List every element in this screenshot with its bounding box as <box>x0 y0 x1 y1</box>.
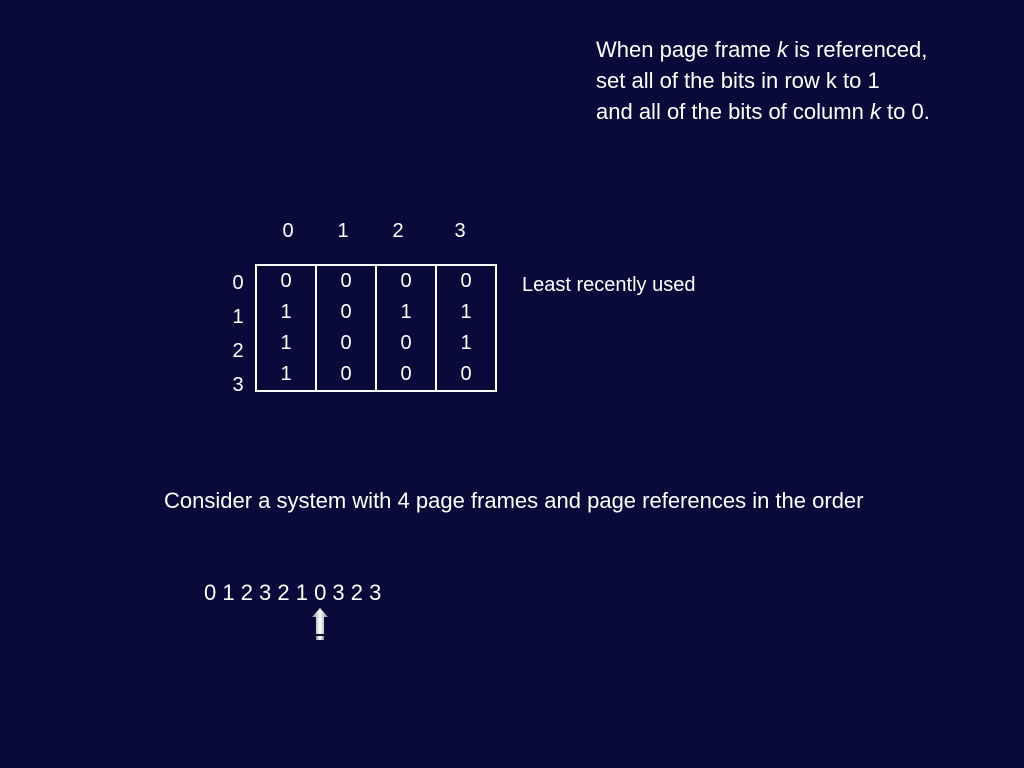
reference-string: 0 1 2 3 2 1 0 3 2 3 <box>204 580 382 605</box>
matrix-cell: 0 <box>436 265 496 297</box>
rule-line-1-post: is referenced, <box>787 37 928 62</box>
up-arrow-icon <box>311 607 329 641</box>
rule-line-3-pre: and all of the bits of column <box>596 99 870 124</box>
matrix-cell: 0 <box>376 359 436 391</box>
matrix-cell: 1 <box>436 297 496 328</box>
matrix-cell: 1 <box>256 297 316 328</box>
matrix-row <box>256 297 496 328</box>
matrix-row-headers <box>226 266 250 402</box>
matrix-cell: 0 <box>256 265 316 297</box>
column-header: 3 <box>454 220 466 242</box>
row-header: 2 <box>232 340 244 362</box>
row-header: 1 <box>232 306 244 328</box>
rule-line-1 <box>596 34 930 65</box>
matrix-cell: 1 <box>256 359 316 391</box>
matrix-column-headers <box>0 218 600 246</box>
row-header: 0 <box>232 272 244 294</box>
matrix-cell: 1 <box>436 328 496 359</box>
matrix-row <box>256 359 496 391</box>
matrix-cell: 0 <box>376 265 436 297</box>
matrix-cell: 0 <box>316 328 376 359</box>
lru-matrix <box>255 264 497 392</box>
matrix-cell: 0 <box>316 297 376 328</box>
rule-line-2: set all of the bits in row k to 1 <box>596 68 880 93</box>
matrix-cell: 1 <box>256 328 316 359</box>
rule-line-3-post: to 0. <box>880 99 930 124</box>
rule-line-1-k: k <box>776 37 788 62</box>
matrix-cell: 0 <box>376 328 436 359</box>
rule-line-1-pre: When page frame <box>596 37 777 62</box>
matrix-cell: 0 <box>316 265 376 297</box>
matrix-cell: 0 <box>316 359 376 391</box>
rule-text <box>596 34 930 127</box>
rule-line-3 <box>596 96 930 127</box>
rule-line-3-k: k <box>869 99 881 124</box>
column-header: 1 <box>337 220 349 242</box>
matrix-cell: 0 <box>436 359 496 391</box>
matrix-row <box>256 265 496 297</box>
matrix-cell: 1 <box>376 297 436 328</box>
column-header: 0 <box>282 220 294 242</box>
matrix-row <box>256 328 496 359</box>
row-header: 3 <box>232 374 244 396</box>
consider-text: Consider a system with 4 page frames and page references in the order <box>164 488 864 513</box>
column-header: 2 <box>392 220 404 242</box>
least-recently-used-label: Least recently used <box>522 274 696 296</box>
